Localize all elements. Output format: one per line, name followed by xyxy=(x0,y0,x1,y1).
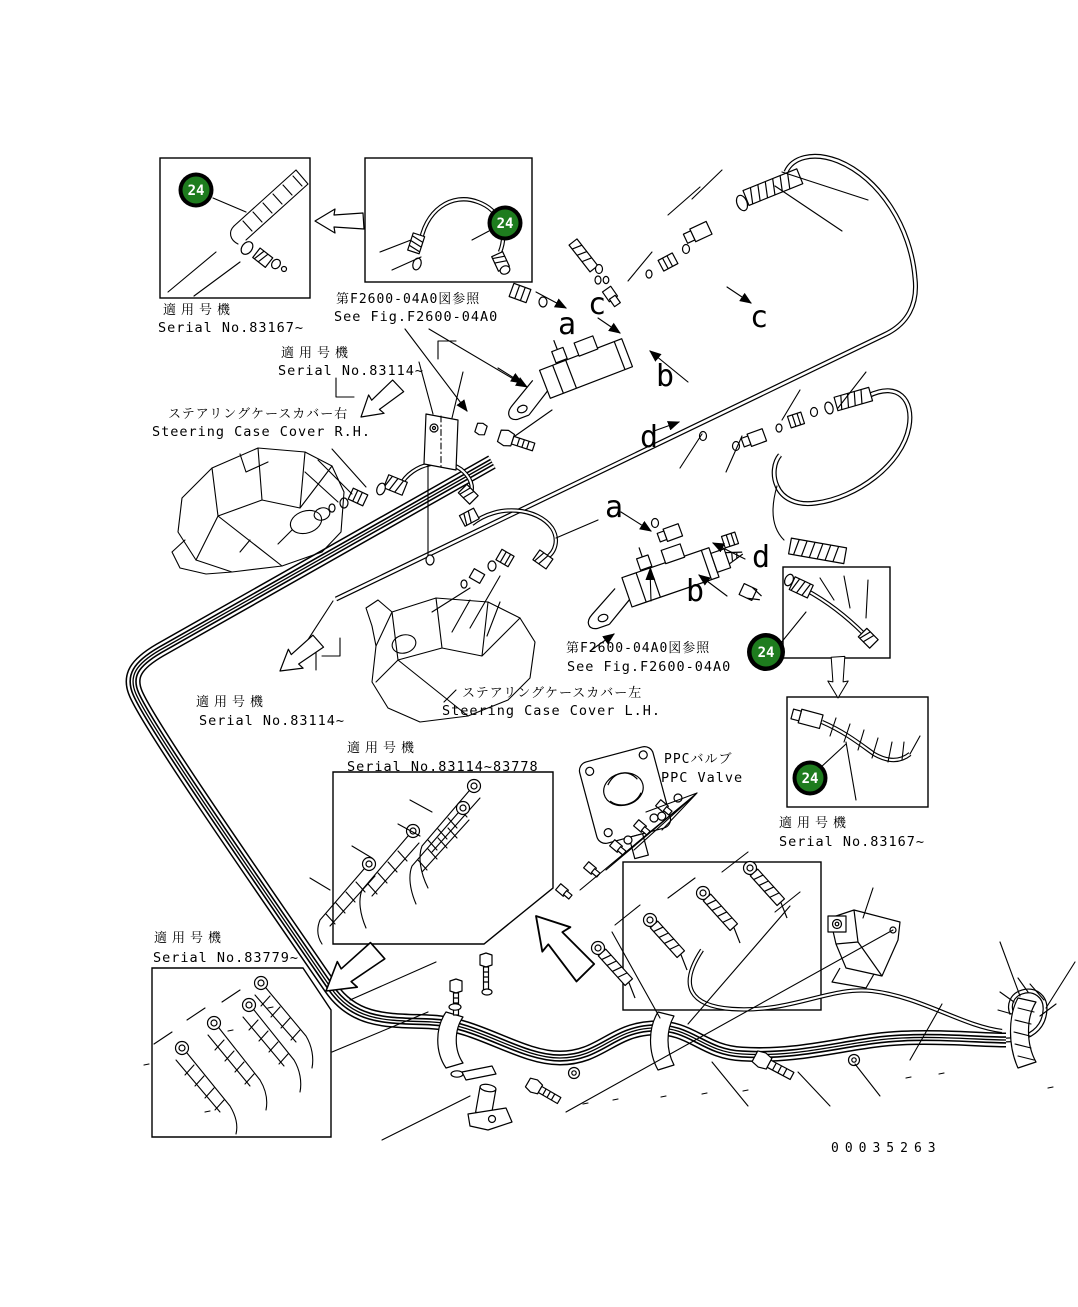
loop-top-fitting-chain xyxy=(595,169,803,308)
inset-hose-right-content xyxy=(783,573,878,648)
badge-number: 24 xyxy=(496,216,514,232)
badge-number: 24 xyxy=(187,183,205,199)
arrow-to-inset-83167-top xyxy=(315,209,364,233)
label-serial-83114-left-jp: 適用号機 xyxy=(196,695,269,710)
label-serial-83167-top-en: Serial No.83167~ xyxy=(158,320,305,336)
label-ref-fig-top-jp: 第F2600-04A0図参照 xyxy=(336,292,481,307)
badge-number: 24 xyxy=(757,645,775,661)
callout-b: b xyxy=(656,359,675,394)
part-badge-24 xyxy=(793,761,828,796)
label-serial-83114-top-jp: 適用号機 xyxy=(281,346,354,361)
label-serial-83114-top-en: Serial No.83114~ xyxy=(278,363,425,379)
label-serial-83114-83778-en: Serial No.83114~83778 xyxy=(347,759,539,775)
lower-clevis-assembly xyxy=(570,516,763,631)
loop2-end-fitting xyxy=(789,538,847,563)
inset-83779-hoses xyxy=(176,977,313,1135)
label-ref-fig-mid-jp: 第F2600-04A0図参照 xyxy=(566,641,711,656)
arrow-to-inset-83114-83778 xyxy=(522,904,600,986)
callout-a: a xyxy=(605,490,624,525)
inset-83167-top-hose xyxy=(231,170,308,272)
label-cover-lh-en: Steering Case Cover L.H. xyxy=(442,703,662,719)
label-ppc-valve-en: PPC Valve xyxy=(661,770,744,786)
part-badge-24 xyxy=(179,173,214,208)
inset-box-ppc xyxy=(623,862,821,1010)
label-serial-83114-83778-jp: 適用号機 xyxy=(347,741,420,756)
label-ref-fig-mid-en: See Fig.F2600-04A0 xyxy=(567,659,732,675)
label-cover-rh-jp: ステアリングケースカバー右 xyxy=(168,407,349,422)
badge-number: 24 xyxy=(801,771,819,787)
inset-83114-83778-hoses xyxy=(318,780,481,945)
callout-d: d xyxy=(640,420,659,455)
label-ref-fig-top-en: See Fig.F2600-04A0 xyxy=(334,309,499,325)
label-serial-83114-left-en: Serial No.83114~ xyxy=(199,713,346,729)
label-serial-83167-right-en: Serial No.83167~ xyxy=(779,834,926,850)
fitting-chain-rh xyxy=(348,488,368,506)
part-badge-24 xyxy=(747,633,785,671)
label-cover-lh-jp: ステアリングケースカバー左 xyxy=(462,686,643,701)
label-serial-83167-top-jp: 適用号機 xyxy=(163,303,236,318)
callout-c: c xyxy=(750,300,769,335)
callout-d: d xyxy=(752,540,771,575)
label-serial-83779-en: Serial No.83779~ xyxy=(153,950,300,966)
banjo-bolts xyxy=(592,862,796,999)
label-serial-83167-right-jp: 適用号機 xyxy=(779,816,852,831)
arrow-serial-83114-top xyxy=(353,376,406,426)
arrow-serial-83114-left xyxy=(273,631,326,680)
sheet-bracket xyxy=(828,910,900,988)
callout-c: c xyxy=(588,287,607,322)
drawing-number: 00035263 xyxy=(831,1141,942,1156)
callout-a: a xyxy=(558,307,577,342)
arrow-to-inset-83167-right xyxy=(828,656,848,698)
label-cover-rh-en: Steering Case Cover R.H. xyxy=(152,424,372,440)
part-badge-24 xyxy=(488,206,523,241)
label-serial-83779-jp: 適用号機 xyxy=(154,931,227,946)
callout-b: b xyxy=(686,574,705,609)
label-ppc-valve-jp: PPCバルブ xyxy=(664,752,733,767)
